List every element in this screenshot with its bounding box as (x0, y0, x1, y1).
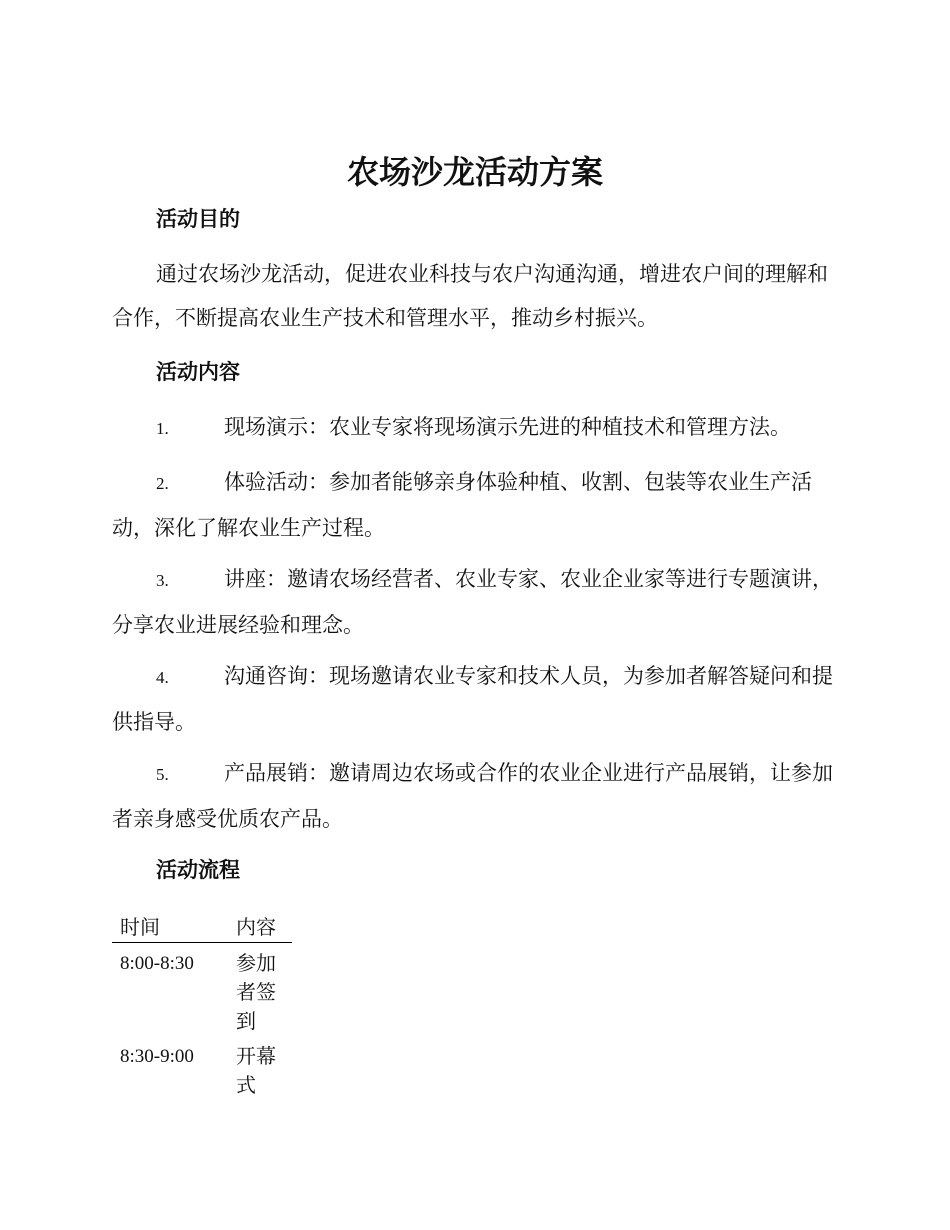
list-item (112, 460, 837, 550)
list-item-text: 现场演示：农业专家将现场演示先进的种植技术和管理方法。 (224, 415, 791, 439)
section-heading-content: 活动内容 (156, 360, 240, 384)
table-header-row (112, 912, 292, 943)
list-item-number: 4. (156, 668, 169, 687)
list-item-number: 2. (156, 474, 169, 493)
list-item (112, 751, 837, 841)
column-header-time: 时间 (112, 912, 228, 943)
column-header-content: 内容 (228, 912, 292, 943)
schedule-table (112, 912, 292, 1100)
purpose-paragraph: 通过农场沙龙活动，促进农业科技与农户沟通沟通，增进农户间的理解和合作，不断提高农业生产技术和管理水平，推动乡村振兴。 (112, 262, 828, 330)
cell-time: 8:00-8:30 (120, 953, 194, 974)
cell-content: 开幕式 (236, 1044, 276, 1097)
list-item-text: 沟通咨询：现场邀请农业专家和技术人员，为参加者解答疑问和提供指导。 (112, 664, 833, 734)
list-item-text: 讲座：邀请农场经营者、农业专家、农业企业家等进行专题演讲，分享农业进展经验和理念。 (112, 567, 833, 637)
list-item-number: 5. (156, 765, 169, 784)
list-item-text: 体验活动：参加者能够亲身体验种植、收割、包装等农业生产活动，深化了解农业生产过程。 (112, 470, 812, 540)
list-item (112, 557, 837, 647)
section-heading-schedule: 活动流程 (156, 858, 240, 882)
document-title: 农场沙龙活动方案 (346, 153, 603, 191)
list-item (112, 654, 837, 744)
list-item-text: 产品展销：邀请周边农场或合作的农业企业进行产品展销，让参加者亲身感受优质农产品。 (112, 761, 833, 831)
section-heading-purpose: 活动目的 (156, 207, 240, 231)
list-item (112, 405, 837, 451)
list-item-number: 1. (156, 419, 169, 438)
table-row (112, 1036, 292, 1100)
list-item-number: 3. (156, 571, 169, 590)
cell-content: 参加者签到 (236, 951, 276, 1033)
table-row (112, 943, 292, 1037)
cell-time: 8:30-9:00 (120, 1046, 194, 1067)
